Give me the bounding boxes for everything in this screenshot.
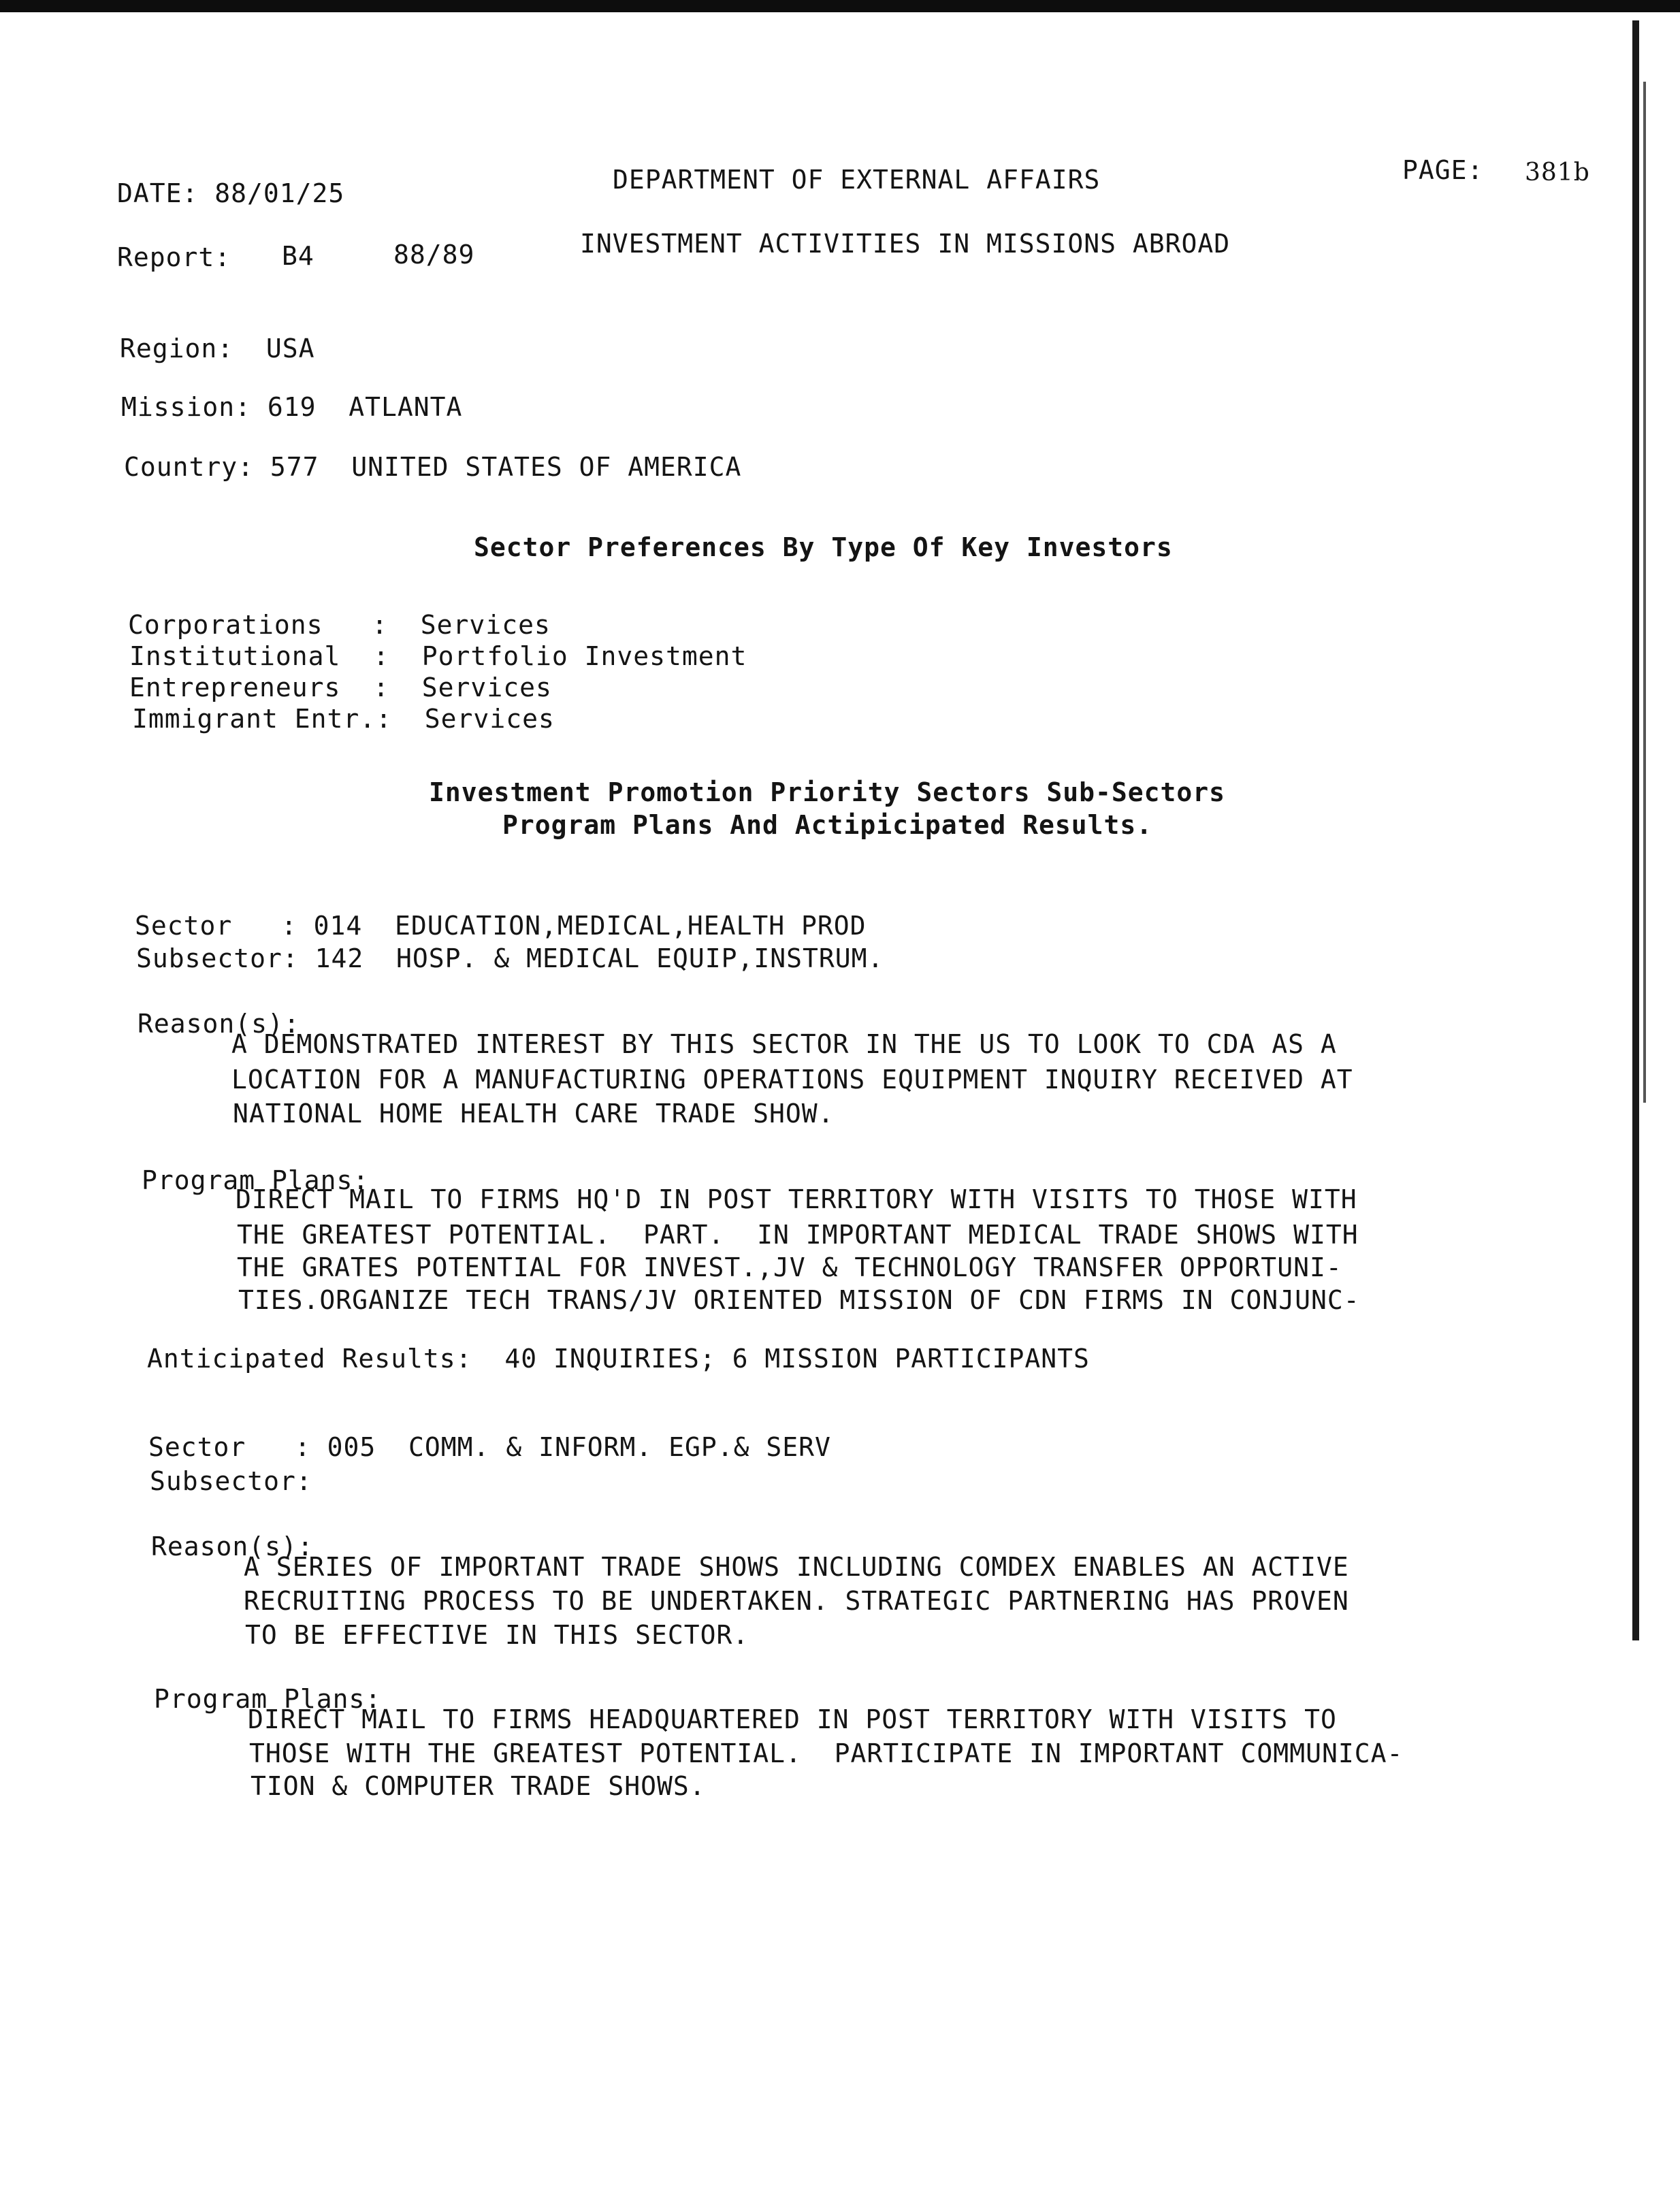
subsector-line: Subsector: 142 HOSP. & MEDICAL EQUIP,INSTRUM. xyxy=(136,943,884,973)
scan-right-edge-shadow xyxy=(1643,82,1646,1103)
reason-line: A DEMONSTRATED INTEREST BY THIS SECTOR IN THE US TO LOOK TO CDA AS A xyxy=(231,1029,1337,1059)
plan-line: THE GRATES POTENTIAL FOR INVEST.,JV & TECHNOLOGY TRANSFER OPPORTUNI- xyxy=(237,1252,1342,1282)
plan-line: THE GREATEST POTENTIAL. PART. IN IMPORTANT MEDICAL TRADE SHOWS WITH xyxy=(237,1220,1359,1250)
reasons-label: Reason(s): xyxy=(138,1009,300,1039)
page-number: 381b xyxy=(1525,159,1590,187)
plan-line: THOSE WITH THE GREATEST POTENTIAL. PARTICIPATE IN IMPORTANT COMMUNICA- xyxy=(249,1738,1404,1768)
country-line: Country: 577 UNITED STATES OF AMERICA xyxy=(124,452,742,482)
report-code: B4 xyxy=(282,241,314,271)
plan-line: DIRECT MAIL TO FIRMS HEADQUARTERED IN POST TERRITORY WITH VISITS TO xyxy=(248,1704,1337,1734)
report-date: DATE: 88/01/25 xyxy=(117,178,345,208)
plan-line: TION & COMPUTER TRADE SHOWS. xyxy=(251,1771,706,1801)
reasons-label: Reason(s): xyxy=(151,1532,314,1561)
preference-row: Immigrant Entr.: Services xyxy=(132,704,555,734)
report-label: Report: xyxy=(117,242,231,272)
scan-right-edge xyxy=(1632,20,1639,1640)
report-title: INVESTMENT ACTIVITIES IN MISSIONS ABROAD xyxy=(580,229,1231,259)
report-period: 88/89 xyxy=(393,240,475,270)
page-label: PAGE: xyxy=(1402,155,1484,185)
priority-heading: Investment Promotion Priority Sectors Sub-Sectors xyxy=(429,777,1226,807)
reason-line: A SERIES OF IMPORTANT TRADE SHOWS INCLUDING COMDEX ENABLES AN ACTIVE xyxy=(244,1552,1349,1582)
anticipated-results: Anticipated Results: 40 INQUIRIES; 6 MISSION PARTICIPANTS xyxy=(147,1344,1090,1374)
preferences-heading: Sector Preferences By Type Of Key Investors xyxy=(474,532,1173,562)
reason-line: TO BE EFFECTIVE IN THIS SECTOR. xyxy=(245,1620,749,1650)
preference-row: Institutional : Portfolio Investment xyxy=(129,641,747,671)
subsector-line: Subsector: xyxy=(150,1466,312,1496)
plan-line: TIES.ORGANIZE TECH TRANS/JV ORIENTED MISSION OF CDN FIRMS IN CONJUNC- xyxy=(238,1285,1360,1315)
reason-line: NATIONAL HOME HEALTH CARE TRADE SHOW. xyxy=(233,1099,835,1129)
reason-line: RECRUITING PROCESS TO BE UNDERTAKEN. STRATEGIC PARTNERING HAS PROVEN xyxy=(244,1586,1349,1616)
department-title: DEPARTMENT OF EXTERNAL AFFAIRS xyxy=(613,165,1101,195)
scan-top-edge xyxy=(0,0,1680,12)
mission-line: Mission: 619 ATLANTA xyxy=(121,392,463,422)
plans-label: Program Plans: xyxy=(154,1684,382,1714)
plans-label: Program Plans: xyxy=(142,1165,370,1195)
priority-subheading: Program Plans And Actipicipated Results. xyxy=(502,810,1153,840)
plan-line: DIRECT MAIL TO FIRMS HQ'D IN POST TERRITORY WITH VISITS TO THOSE WITH xyxy=(236,1184,1357,1214)
preference-row: Corporations : Services xyxy=(128,610,551,640)
sector-line: Sector : 005 COMM. & INFORM. EGP.& SERV xyxy=(148,1432,831,1462)
sector-line: Sector : 014 EDUCATION,MEDICAL,HEALTH PROD xyxy=(135,911,867,941)
region-line: Region: USA xyxy=(120,334,315,363)
preference-row: Entrepreneurs : Services xyxy=(129,673,552,702)
reason-line: LOCATION FOR A MANUFACTURING OPERATIONS EQUIPMENT INQUIRY RECEIVED AT xyxy=(231,1065,1353,1095)
